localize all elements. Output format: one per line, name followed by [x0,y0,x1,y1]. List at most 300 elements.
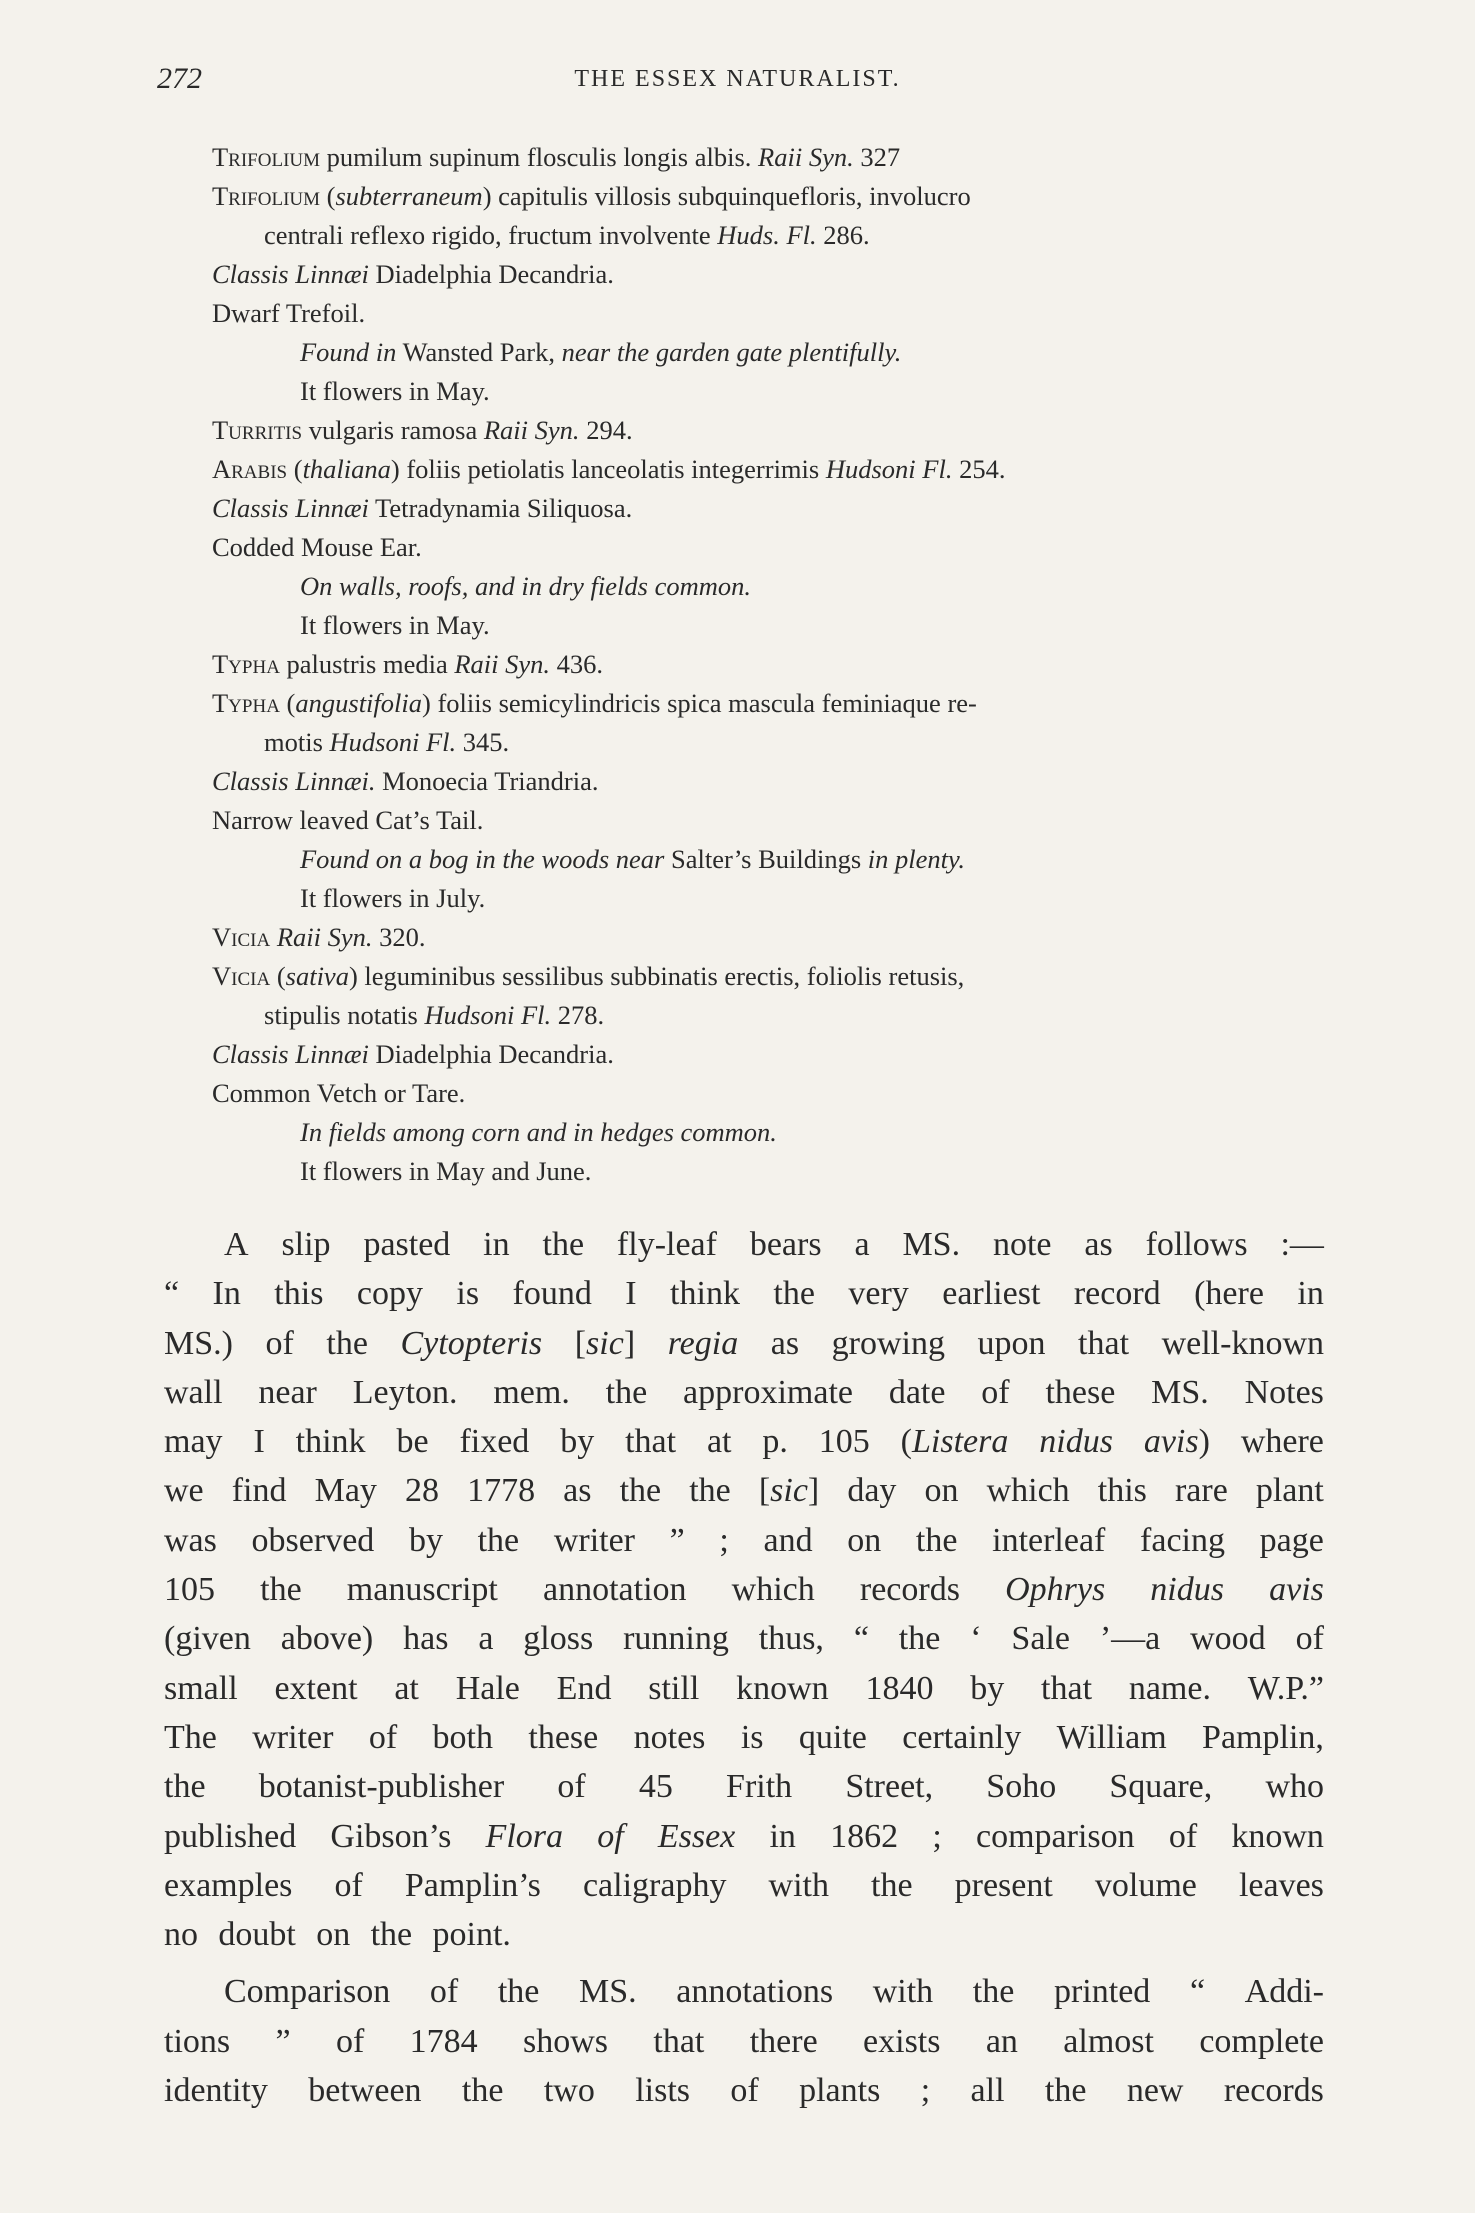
text-run: the [477,1521,520,1559]
text-run: running [623,1620,729,1658]
prose-line [164,1910,1324,1959]
italic-text: In fields among corn and in hedges common. [300,1117,777,1147]
text-run: ’—a [1099,1620,1161,1658]
text-run: exists [863,2022,941,2060]
prose-line [164,1565,1324,1614]
text-run: comparison [976,1817,1135,1855]
word [409,1516,443,1565]
genus-name: Typha [212,688,280,718]
word [296,1417,366,1466]
word [462,2066,504,2115]
text-run: ) foliis petiolatis lanceolatis integerrimis [390,454,826,484]
text-run: complete [1199,2022,1324,2060]
word [353,1368,458,1417]
text-run: above) [280,1620,374,1658]
italic-text: in plenty. [867,844,965,874]
prose-line [164,2066,1324,2115]
word [620,1466,662,1515]
text-run: between [308,2072,422,2110]
word [543,1565,687,1614]
word [830,1812,898,1861]
text-run: we [164,1472,204,1510]
word [871,1861,913,1910]
text-run: the [619,1472,662,1510]
word [1190,1967,1205,2016]
text-run: the [773,1275,815,1313]
word [668,1319,739,1368]
word [670,1516,685,1565]
text-run: and [763,1521,813,1559]
word [164,1368,223,1417]
text-run: found [512,1275,592,1313]
word [316,1910,360,1959]
word [873,1967,933,2016]
text-run: of [368,1718,398,1756]
text-run: 1862 [830,1817,899,1855]
word [921,2066,930,2115]
text-run: the [326,1324,368,1362]
word [253,1417,264,1466]
text-run: of [1168,1817,1198,1855]
text-run: MS. [902,1226,961,1263]
genus-name: Vicia [212,922,271,952]
word [1199,2017,1324,2066]
word [274,1664,357,1713]
text-run: quite [798,1718,867,1756]
text-run: ) foliis semicylindricis spica mascula feminiaque re- [422,688,977,718]
text-run: volume [1094,1866,1197,1904]
text-run: 436. [550,649,604,679]
text-run: known [1231,1817,1324,1855]
text-run: ( [279,688,296,718]
entry-line [212,138,1332,177]
entry-line [212,1074,1332,1113]
text-run: at [394,1669,419,1707]
text-run: 320. [372,922,426,952]
word [266,1319,294,1368]
word [456,1269,479,1318]
text-run: this [274,1275,324,1313]
text-run: ( [320,181,336,211]
word [902,1220,960,1269]
text-run: records [859,1571,960,1609]
text-run: that [625,1423,677,1461]
text-run: of [557,1768,586,1806]
word [606,1368,648,1417]
entry-line [212,528,1332,567]
word [854,1220,869,1269]
word [523,2017,608,2066]
text-run: (given [164,1620,251,1658]
text-run: vulgaris ramosa [302,415,484,445]
word [648,1664,699,1713]
word [1245,1967,1324,2016]
italic-text: Raii Syn. [276,922,373,952]
text-run: think [295,1423,366,1461]
text-run: Common Vetch or Tare. [212,1078,466,1108]
text-run: record [1073,1275,1161,1313]
text-run: pasted [363,1226,451,1263]
word [1054,1967,1150,2016]
text-run: Sale [1011,1620,1070,1658]
text-run: which [986,1472,1070,1510]
plant-entries [212,138,1332,1191]
italic-text: Classis Linnæi [212,493,369,523]
text-run: was [164,1521,217,1559]
word [543,1220,585,1269]
word [467,1466,535,1515]
text-run: of [265,1324,294,1362]
word [252,1713,333,1762]
word [732,1565,815,1614]
italic-text: nidus [1150,1571,1224,1609]
italic-text: Hudsoni Fl. [424,1000,552,1030]
word [764,1516,813,1565]
word [1202,1713,1324,1762]
word [1074,1269,1161,1318]
entry-line [212,840,1332,879]
word [275,2017,290,2066]
word [1057,1713,1167,1762]
text-run: facing [1140,1521,1225,1559]
text-run: in [769,1817,796,1855]
text-run: fly-leaf [616,1226,717,1263]
word [973,1967,1015,2016]
text-run: is [740,1718,764,1756]
text-run: the [871,1866,913,1904]
text-run: mem. [493,1373,570,1411]
word [942,1269,1040,1318]
text-run: of [981,1373,1010,1411]
text-run: stipulis notatis [264,1000,425,1030]
word [799,2066,880,2115]
word [916,1516,958,1565]
text-run: MS.) [164,1324,233,1362]
text-run: no [164,1916,198,1954]
text-run: gloss [523,1620,594,1658]
text-run: certainly [902,1718,1022,1756]
prose-line [164,1368,1324,1417]
text-run: 254. [952,454,1006,484]
italic-text: Found in [300,337,397,367]
genus-name: Trifolium [212,142,321,172]
text-run: the [689,1472,731,1510]
text-run: date [888,1373,946,1411]
word [433,1910,522,1959]
word [563,1466,591,1515]
italic-text: Listera [912,1423,1009,1461]
word [394,1664,419,1713]
text-run: two [543,2072,595,2110]
text-run: name. [1128,1669,1211,1707]
text-run: follows [1145,1226,1248,1263]
text-run: in [1297,1275,1324,1313]
text-run: that [1078,1324,1130,1362]
text-run: motis [264,727,330,757]
word [164,1614,251,1663]
italic-text: Raii Syn. [454,649,551,679]
word [597,1812,623,1861]
entry-line [212,333,1332,372]
word [164,1466,204,1515]
prose-line [164,1220,1324,1269]
entry-line [212,567,1332,606]
prose-line [164,1762,1324,1811]
genus-name: Turritis [212,415,303,445]
text-run: tions [164,2022,231,2060]
text-run: notes [633,1718,706,1756]
text-run: plants [799,2072,881,2110]
text-run: with [768,1866,829,1904]
word [396,1417,428,1466]
text-run: ) [1198,1423,1210,1461]
italic-text: regia [667,1324,739,1362]
word [1041,1664,1092,1713]
text-run: Pamplin, [1202,1718,1324,1756]
text-run: It flowers in May. [300,610,490,640]
text-run: Comparison [224,1973,391,2011]
text-run: It flowers in May. [300,376,490,406]
entry-line [212,684,1332,723]
text-run: which [731,1571,815,1609]
word [845,1762,933,1811]
word [326,1319,368,1368]
text-run: I [625,1275,637,1313]
italic-text: of [597,1817,624,1855]
word [347,1565,498,1614]
word [164,1861,292,1910]
word [583,1861,727,1910]
text-run: think [670,1275,740,1313]
text-run: be [396,1423,429,1461]
word [635,2066,690,2115]
word [1175,1466,1228,1515]
word [773,1269,815,1318]
italic-text: sativa [285,961,349,991]
word [281,1614,374,1663]
entry-line [212,450,1332,489]
italic-text: Flora [485,1817,563,1855]
word [865,1664,933,1713]
word [1109,1762,1212,1811]
italic-text: thaliana [302,454,391,484]
entry-line [212,879,1332,918]
text-run: It flowers in July. [300,883,486,913]
text-run: on [924,1472,959,1510]
text-run: pumilum supinum flosculis longis albis. [320,142,759,172]
prose-line [164,1417,1324,1466]
word [762,1417,788,1466]
prose-line [164,2017,1324,2066]
word [1245,1368,1324,1417]
word [1280,1220,1323,1269]
text-run: ) leguminibus sessilibus subbinatis erectis, foliolis retusis, [348,961,965,991]
word [315,1466,377,1515]
text-run: the [1044,2072,1087,2110]
text-run: has [403,1620,449,1658]
text-run: W.P.” [1247,1669,1324,1707]
text-run: Addi- [1244,1973,1324,2011]
word [901,1417,1009,1466]
word [1248,1664,1324,1713]
text-run: by [408,1521,443,1559]
prose-line [164,1516,1324,1565]
word [730,2066,758,2115]
word [218,1910,306,1959]
word [986,1762,1056,1811]
word [750,1220,822,1269]
text-run: MS. [1151,1373,1209,1411]
text-run: interleaf [992,1521,1106,1559]
text-run: this [1097,1472,1147,1510]
italic-text: Classis Linnæi [212,259,369,289]
word [1151,1368,1209,1417]
entry-line [212,801,1332,840]
text-run: that [653,2022,705,2060]
word [1231,1812,1324,1861]
text-run: Salter’s Buildings [664,844,868,874]
text-run: examples [164,1866,293,1904]
word [634,1713,706,1762]
text-run: with [872,1973,934,2011]
word [493,1368,569,1417]
italic-text: Hudsoni Fl. [825,454,953,484]
word [902,1713,1021,1762]
text-run: In [212,1275,241,1313]
text-run: the [497,1973,540,2011]
word [970,1614,981,1663]
italic-text: avis [1143,1423,1199,1461]
italic-text: Ophrys [1005,1571,1106,1609]
word [1078,1319,1129,1368]
word [986,2017,1018,2066]
word [164,1713,217,1762]
text-run: End [556,1669,612,1707]
italic-text: sic [586,1324,624,1362]
paragraph-gap [164,1959,1324,1967]
page-header [0,62,1475,102]
word [1084,1220,1112,1269]
word [164,1319,233,1368]
italic-text: Raii Syn. [758,142,854,172]
word [689,1466,731,1515]
text-run: Diadelphia Decandria. [368,1039,614,1069]
prose-line [164,1713,1324,1762]
text-run: 1840 [865,1669,934,1707]
word [1256,1466,1324,1515]
text-run: ) capitulis villosis subquinquefloris, involucro [482,181,971,211]
word [1239,1861,1324,1910]
text-run: 28 [405,1472,439,1510]
word [1150,1565,1224,1614]
text-run: leaves [1238,1866,1324,1904]
word [1265,1762,1324,1811]
word [750,2017,818,2066]
word [213,1269,241,1318]
entry-line [212,1113,1332,1152]
word [224,1967,390,2016]
word [987,1466,1070,1515]
text-run: 1784 [409,2022,478,2060]
word [978,1319,1046,1368]
text-run: Narrow leaved Cat’s Tail. [212,805,484,835]
word [164,2066,268,2115]
word [544,2066,595,2115]
text-run: Soho [986,1768,1057,1806]
italic-text: Huds. Fl. [717,220,817,250]
entry-line [212,177,1332,216]
text-run: [ [758,1472,771,1510]
word [357,1269,423,1318]
word [1169,1812,1197,1861]
text-run: near [258,1373,317,1411]
text-run: the [972,1973,1015,2011]
text-run: “ [853,1620,869,1658]
word [1269,1565,1324,1614]
text-run: “ [1189,1973,1206,2011]
word [528,1713,598,1762]
text-run: Leyton. [352,1373,458,1411]
entry-line [212,645,1332,684]
text-run: thus, [758,1620,824,1658]
prose-line [164,1812,1324,1861]
text-run: :— [1280,1226,1324,1263]
text-run: centrali reflexo rigido, fructum involvente [264,220,718,250]
text-run: Gibson’s [330,1817,452,1855]
text-run: note [992,1226,1052,1263]
word [719,1516,728,1565]
word [759,1466,819,1515]
italic-text: Raii Syn. [483,415,580,445]
entry-line [212,723,1332,762]
text-run: p. [762,1423,788,1461]
text-run: by [560,1423,595,1461]
word [976,1812,1135,1861]
text-run: the [370,1916,413,1954]
entry-line [212,255,1332,294]
genus-name: Arabis [212,454,288,484]
word [925,1466,959,1515]
text-run: growing [831,1324,945,1362]
text-run: botanist-publisher [258,1768,505,1806]
word [478,1614,493,1663]
word [456,1664,520,1713]
word [334,1861,362,1910]
text-run: at [706,1423,732,1461]
word [848,1269,908,1318]
word [670,1269,740,1318]
text-run: 294. [579,415,633,445]
word [899,1614,941,1663]
text-run: 1778 [467,1472,536,1510]
word [252,1516,375,1565]
prose-line [164,1269,1324,1318]
word [769,1861,829,1910]
word [736,1664,829,1713]
italic-text: subterraneum [335,181,483,211]
text-run: almost [1063,2022,1154,2060]
text-run: small [164,1669,238,1707]
word [433,1713,493,1762]
word [560,1417,594,1466]
word [330,1812,451,1861]
text-run: May [314,1472,377,1510]
word [523,1614,593,1663]
text-run: of [730,2072,759,2110]
word [1063,2017,1154,2066]
text-run: day [847,1472,897,1510]
word [164,1516,217,1565]
